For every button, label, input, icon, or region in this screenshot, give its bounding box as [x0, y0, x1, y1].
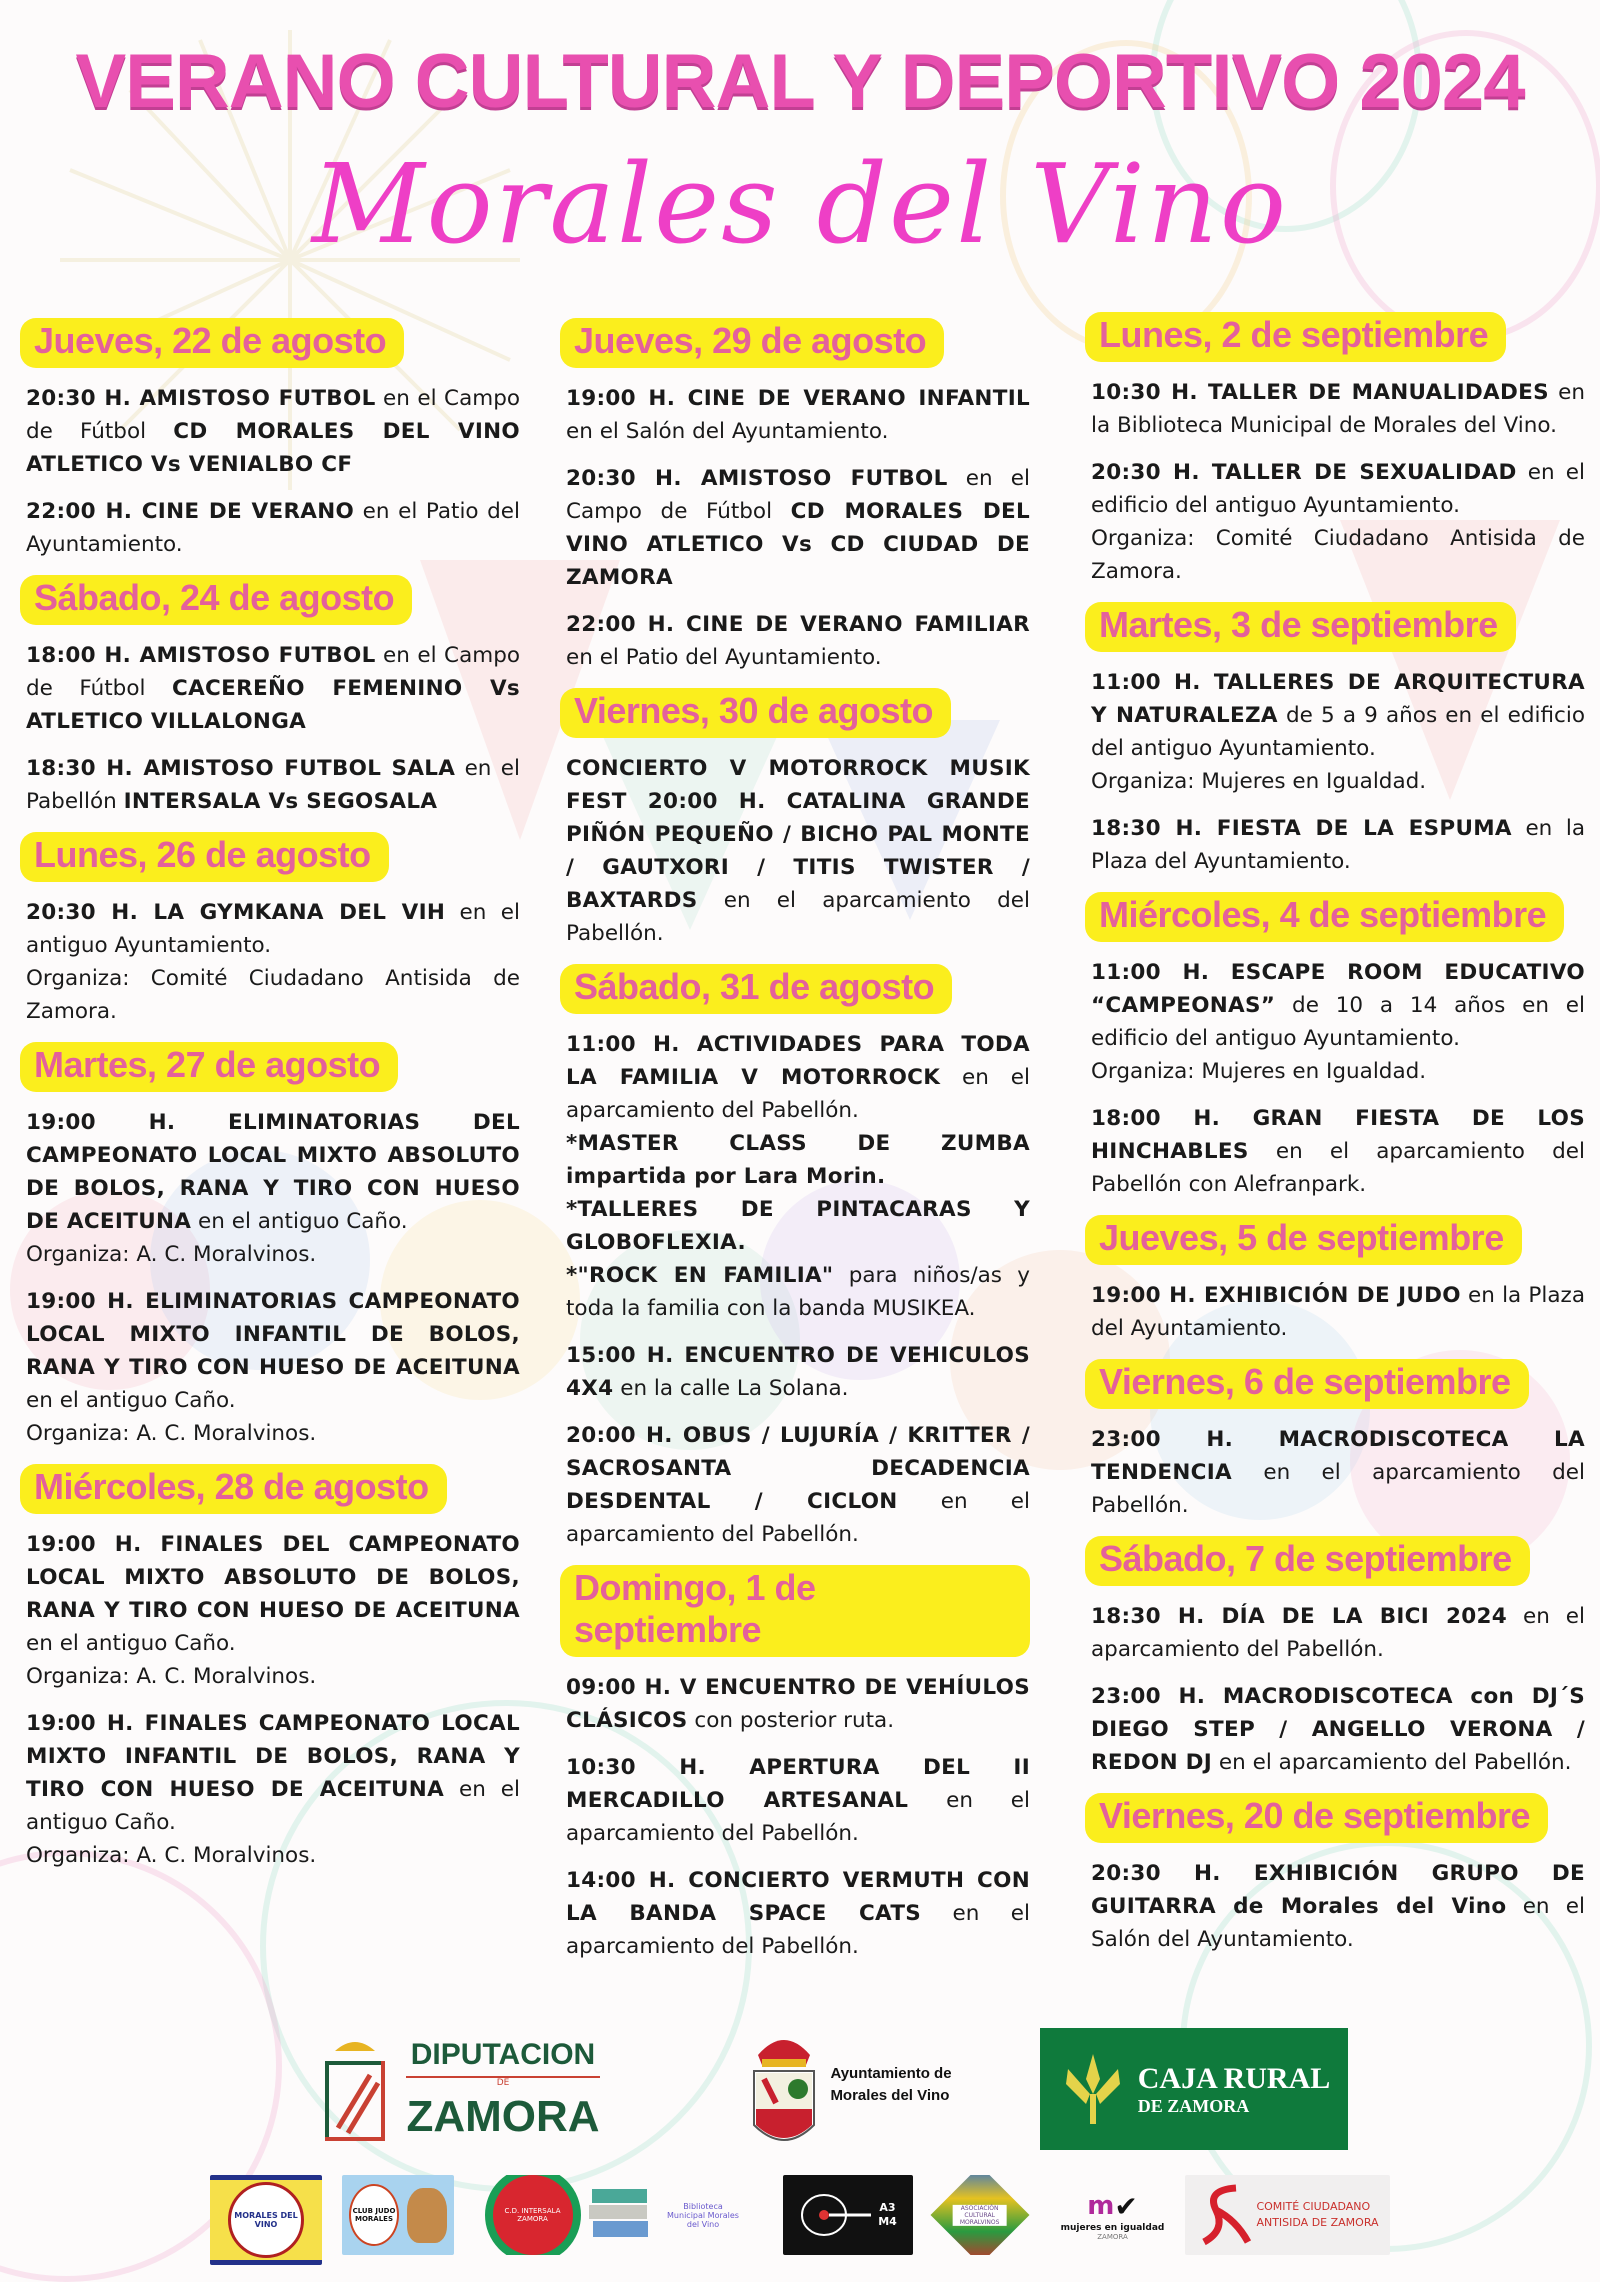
secondary-sponsors — [0, 2165, 1600, 2260]
date-heading: Sábado, 7 de septiembre — [1085, 1536, 1530, 1586]
event-item: CONCIERTO V MOTORROCK MUSIK FEST 20:00 H. CATALINA GRANDE PIÑÓN PEQUEÑO / BICHO PAL MONTE / GAUTXORI / TITIS TWISTER / BAXTARDS en el aparcamiento del Pabellón. — [566, 756, 1030, 946]
event-item: 11:00 H. TALLERES DE ARQUITECTURA Y NATURALEZA de 5 a 9 años en el edificio del antiguo Ayuntamiento. Organiza: Mujeres en Igualdad. — [1091, 666, 1585, 798]
mujeres-igualdad-logo: m ✔ mujeres en igualdad ZAMORA — [1060, 2189, 1165, 2241]
day-block — [1085, 1536, 1585, 1779]
date-heading: Domingo, 1 de septiembre — [560, 1565, 1030, 1657]
date-heading: Jueves, 22 de agosto — [20, 318, 404, 368]
date-heading: Lunes, 2 de septiembre — [1085, 312, 1506, 362]
event-extra: *MASTER CLASS DE ZUMBA impartida por Lara Morin. — [566, 1131, 1030, 1189]
date-heading: Sábado, 31 de agosto — [560, 964, 952, 1014]
date-heading: Viernes, 30 de agosto — [560, 688, 951, 738]
organizer-note: Organiza: A. C. Moralvinos. — [26, 1664, 317, 1689]
event-item: 19:00 H. FINALES CAMPEONATO LOCAL MIXTO INFANTIL DE BOLOS, RANA Y TIRO CON HUESO DE ACEITUNA en el antiguo Caño. Organiza: A. C. Moralvinos. — [26, 1707, 520, 1872]
day-block — [20, 1042, 520, 1450]
event-item: 23:00 H. MACRODISCOTECA LA TENDENCIA en el aparcamiento del Pabellón. — [1091, 1427, 1585, 1518]
day-block — [1085, 1215, 1585, 1345]
biblioteca-municipal-logo: Biblioteca Municipal Morales del Vino — [575, 2175, 755, 2255]
event-item: 19:00 H. ELIMINATORIAS DEL CAMPEONATO LOCAL MIXTO ABSOLUTO DE BOLOS, RANA Y TIRO CON HUESO DE ACEITUNA en el antiguo Caño. Organiza: A. C. Moralvinos. — [26, 1106, 520, 1271]
day-block — [20, 832, 520, 1028]
date-heading: Sábado, 24 de agosto — [20, 575, 412, 625]
event-item: 18:00 H. AMISTOSO FUTBOL en el Campo de Fútbol CACEREÑO FEMENINO Vs ATLETICO VILLALONGA — [26, 643, 520, 734]
day-block — [20, 575, 520, 818]
ayuntamiento-morales-logo: Ayuntamiento de Morales del Vino — [720, 2010, 980, 2160]
diputacion-emblem-icon — [320, 2033, 390, 2148]
cd-intersala-zamora-logo: C.D. INTERSALA ZAMORA — [475, 2175, 590, 2255]
day-block — [20, 1464, 520, 1872]
asociacion-moralvinos-logo: ASOCIACIÓN CULTURAL MORALVINOS — [930, 2175, 1030, 2255]
day-block — [1085, 1793, 1585, 1956]
organizer-note: Organiza: A. C. Moralvinos. — [26, 1421, 317, 1446]
day-block — [20, 318, 520, 561]
organizer-note: Organiza: Comité Ciudadano Antisida de Zamora. — [26, 966, 520, 1024]
event-item: 19:00 H. EXHIBICIÓN DE JUDO en la Plaza del Ayuntamiento. — [1091, 1283, 1585, 1341]
schedule-column-2 — [560, 318, 1030, 1977]
day-block — [1085, 312, 1585, 588]
coat-of-arms-icon — [748, 2015, 820, 2155]
guitar-icon — [799, 2190, 874, 2240]
event-item: 18:30 H. DÍA DE LA BICI 2024 en el aparcamiento del Pabellón. — [1091, 1604, 1585, 1662]
event-item: 20:30 H. TALLER DE SEXUALIDAD en el edificio del antiguo Ayuntamiento. Organiza: Comité Ciudadano Antisida de Zamora. — [1091, 456, 1585, 588]
event-item: 11:00 H. ACTIVIDADES PARA TODA LA FAMILIA V MOTORROCK en el aparcamiento del Pabellón. — [566, 1032, 1030, 1123]
schedule-column-1 — [20, 318, 520, 1886]
poster-subtitle: Morales del Vino — [311, 140, 1289, 268]
event-item: 14:00 H. CONCIERTO VERMUTH CON LA BANDA SPACE CATS en el aparcamiento del Pabellón. — [566, 1868, 1030, 1959]
date-heading: Viernes, 20 de septiembre — [1085, 1793, 1548, 1843]
comite-antisida-logo: COMITÉ CIUDADANO ANTISIDA DE ZAMORA — [1185, 2175, 1390, 2255]
event-item: 18:30 H. FIESTA DE LA ESPUMA en la Plaza del Ayuntamiento. — [1091, 816, 1586, 874]
event-item: 18:30 H. AMISTOSO FUTBOL SALA en el Pabellón INTERSALA Vs SEGOSALA — [26, 756, 520, 814]
event-item: 10:30 H. TALLER DE MANUALIDADES en la Biblioteca Municipal de Morales del Vino. — [1091, 380, 1585, 438]
checkmark-icon: ✔ — [1114, 2189, 1138, 2223]
event-item: 22:00 H. CINE DE VERANO en el Patio del Ayuntamiento. — [26, 499, 520, 557]
day-block — [1085, 602, 1585, 878]
club-judo-morales-logo: CLUB JUDO MORALES — [342, 2175, 454, 2255]
event-item: 18:00 H. GRAN FIESTA DE LOS HINCHABLES en el aparcamiento del Pabellón con Alefranpark. — [1091, 1106, 1585, 1197]
day-block — [560, 318, 1030, 674]
event-item: 09:00 H. V ENCUENTRO DE VEHÍULOS CLÁSICOS con posterior ruta. — [566, 1675, 1030, 1733]
event-item: 19:00 H. FINALES DEL CAMPEONATO LOCAL MIXTO ABSOLUTO DE BOLOS, RANA Y TIRO CON HUESO DE ACEITUNA en el antiguo Caño. Organiza: A. C. Moralvinos. — [26, 1528, 520, 1693]
organizer-note: Organiza: A. C. Moralvinos. — [26, 1843, 317, 1868]
event-item: 11:00 H. ESCAPE ROOM EDUCATIVO “CAMPEONAS” de 10 a 14 años en el edificio del antiguo Ayuntamiento. Organiza: Mujeres en Igualdad. — [1091, 956, 1585, 1088]
organizer-note: Organiza: Comité Ciudadano Antisida de Zamora. — [1091, 526, 1585, 584]
caja-rural-logo: CAJA RURAL DE ZAMORA — [1040, 2028, 1348, 2150]
event-item: 20:30 H. AMISTOSO FUTBOL en el Campo de Fútbol CD MORALES DEL VINO ATLETICO Vs VENIALBO CF — [26, 386, 520, 477]
event-item: 20:30 H. EXHIBICIÓN GRUPO DE GUITARRA de Morales del Vino en el Salón del Ayuntamiento. — [1091, 1861, 1585, 1952]
cd-morales-del-vino-logo: MORALES DEL VINO — [210, 2175, 322, 2265]
date-heading: Martes, 3 de septiembre — [1085, 602, 1516, 652]
date-heading: Viernes, 6 de septiembre — [1085, 1359, 1529, 1409]
books-icon — [587, 2185, 657, 2245]
event-item: 10:30 H. APERTURA DEL II MERCADILLO ARTESANAL en el aparcamiento del Pabellón. — [566, 1755, 1030, 1846]
schedule-column-3 — [1085, 312, 1585, 1970]
a3m4-logo: A3 M4 — [783, 2175, 913, 2255]
event-item: 20:30 H. LA GYMKANA DEL VIH en el antiguo Ayuntamiento. Organiza: Comité Ciudadano Antisida de Zamora. — [26, 896, 520, 1028]
event-item: 20:00 H. OBUS / LUJURÍA / KRITTER / SACROSANTA DECADENCIA DESDENTAL / CICLON en el aparcamiento del Pabellón. — [566, 1423, 1030, 1547]
organizer-note: Organiza: Mujeres en Igualdad. — [1091, 1059, 1427, 1084]
event-item: 19:00 H. CINE DE VERANO INFANTIL en el Salón del Ayuntamiento. — [566, 386, 1030, 444]
date-heading: Jueves, 5 de septiembre — [1085, 1215, 1522, 1265]
date-heading: Miércoles, 4 de septiembre — [1085, 892, 1564, 942]
date-heading: Jueves, 29 de agosto — [560, 318, 944, 368]
day-block — [560, 1565, 1030, 1963]
day-block — [1085, 1359, 1585, 1522]
event-item: 23:00 H. MACRODISCOTECA con DJ´S DIEGO STEP / ANGELLO VERONA / REDON DJ en el aparcamiento del Pabellón. — [1091, 1684, 1585, 1775]
day-block — [1085, 892, 1585, 1201]
event-extra: *"ROCK EN FAMILIA" para niños/as y toda la familia con la banda MUSIKEA. — [566, 1263, 1031, 1321]
red-ribbon-icon — [1196, 2180, 1256, 2250]
event-item: 15:00 H. ENCUENTRO DE VEHICULOS 4X4 en la calle La Solana. — [566, 1343, 1030, 1401]
event-item: 22:00 H. CINE DE VERANO FAMILIAR en el Patio del Ayuntamiento. — [566, 612, 1030, 670]
wheat-icon — [1058, 2049, 1128, 2129]
poster-title: VERANO CULTURAL Y DEPORTIVO 2024 — [75, 39, 1525, 124]
event-extra: *TALLERES DE PINTACARAS Y GLOBOFLEXIA. — [566, 1197, 1030, 1255]
date-heading: Lunes, 26 de agosto — [20, 832, 389, 882]
date-heading: Miércoles, 28 de agosto — [20, 1464, 447, 1514]
day-block — [560, 688, 1030, 950]
diputacion-zamora-logo: DIPUTACION DE ZAMORA — [300, 2030, 620, 2150]
event-item: 19:00 H. ELIMINATORIAS CAMPEONATO LOCAL MIXTO INFANTIL DE BOLOS, RANA Y TIRO CON HUESO DE ACEITUNA en el antiguo Caño. Organiza: A. C. Moralvinos. — [26, 1285, 520, 1450]
event-item: 20:30 H. AMISTOSO FUTBOL en el Campo de Fútbol CD MORALES DEL VINO ATLETICO Vs CD CIUDAD DE ZAMORA — [566, 466, 1030, 590]
organizer-note: Organiza: Mujeres en Igualdad. — [1091, 769, 1427, 794]
date-heading: Martes, 27 de agosto — [20, 1042, 398, 1092]
main-sponsors — [0, 2010, 1600, 2160]
organizer-note: Organiza: A. C. Moralvinos. — [26, 1242, 317, 1267]
day-block — [560, 964, 1030, 1551]
teddy-bear-icon — [407, 2188, 447, 2243]
